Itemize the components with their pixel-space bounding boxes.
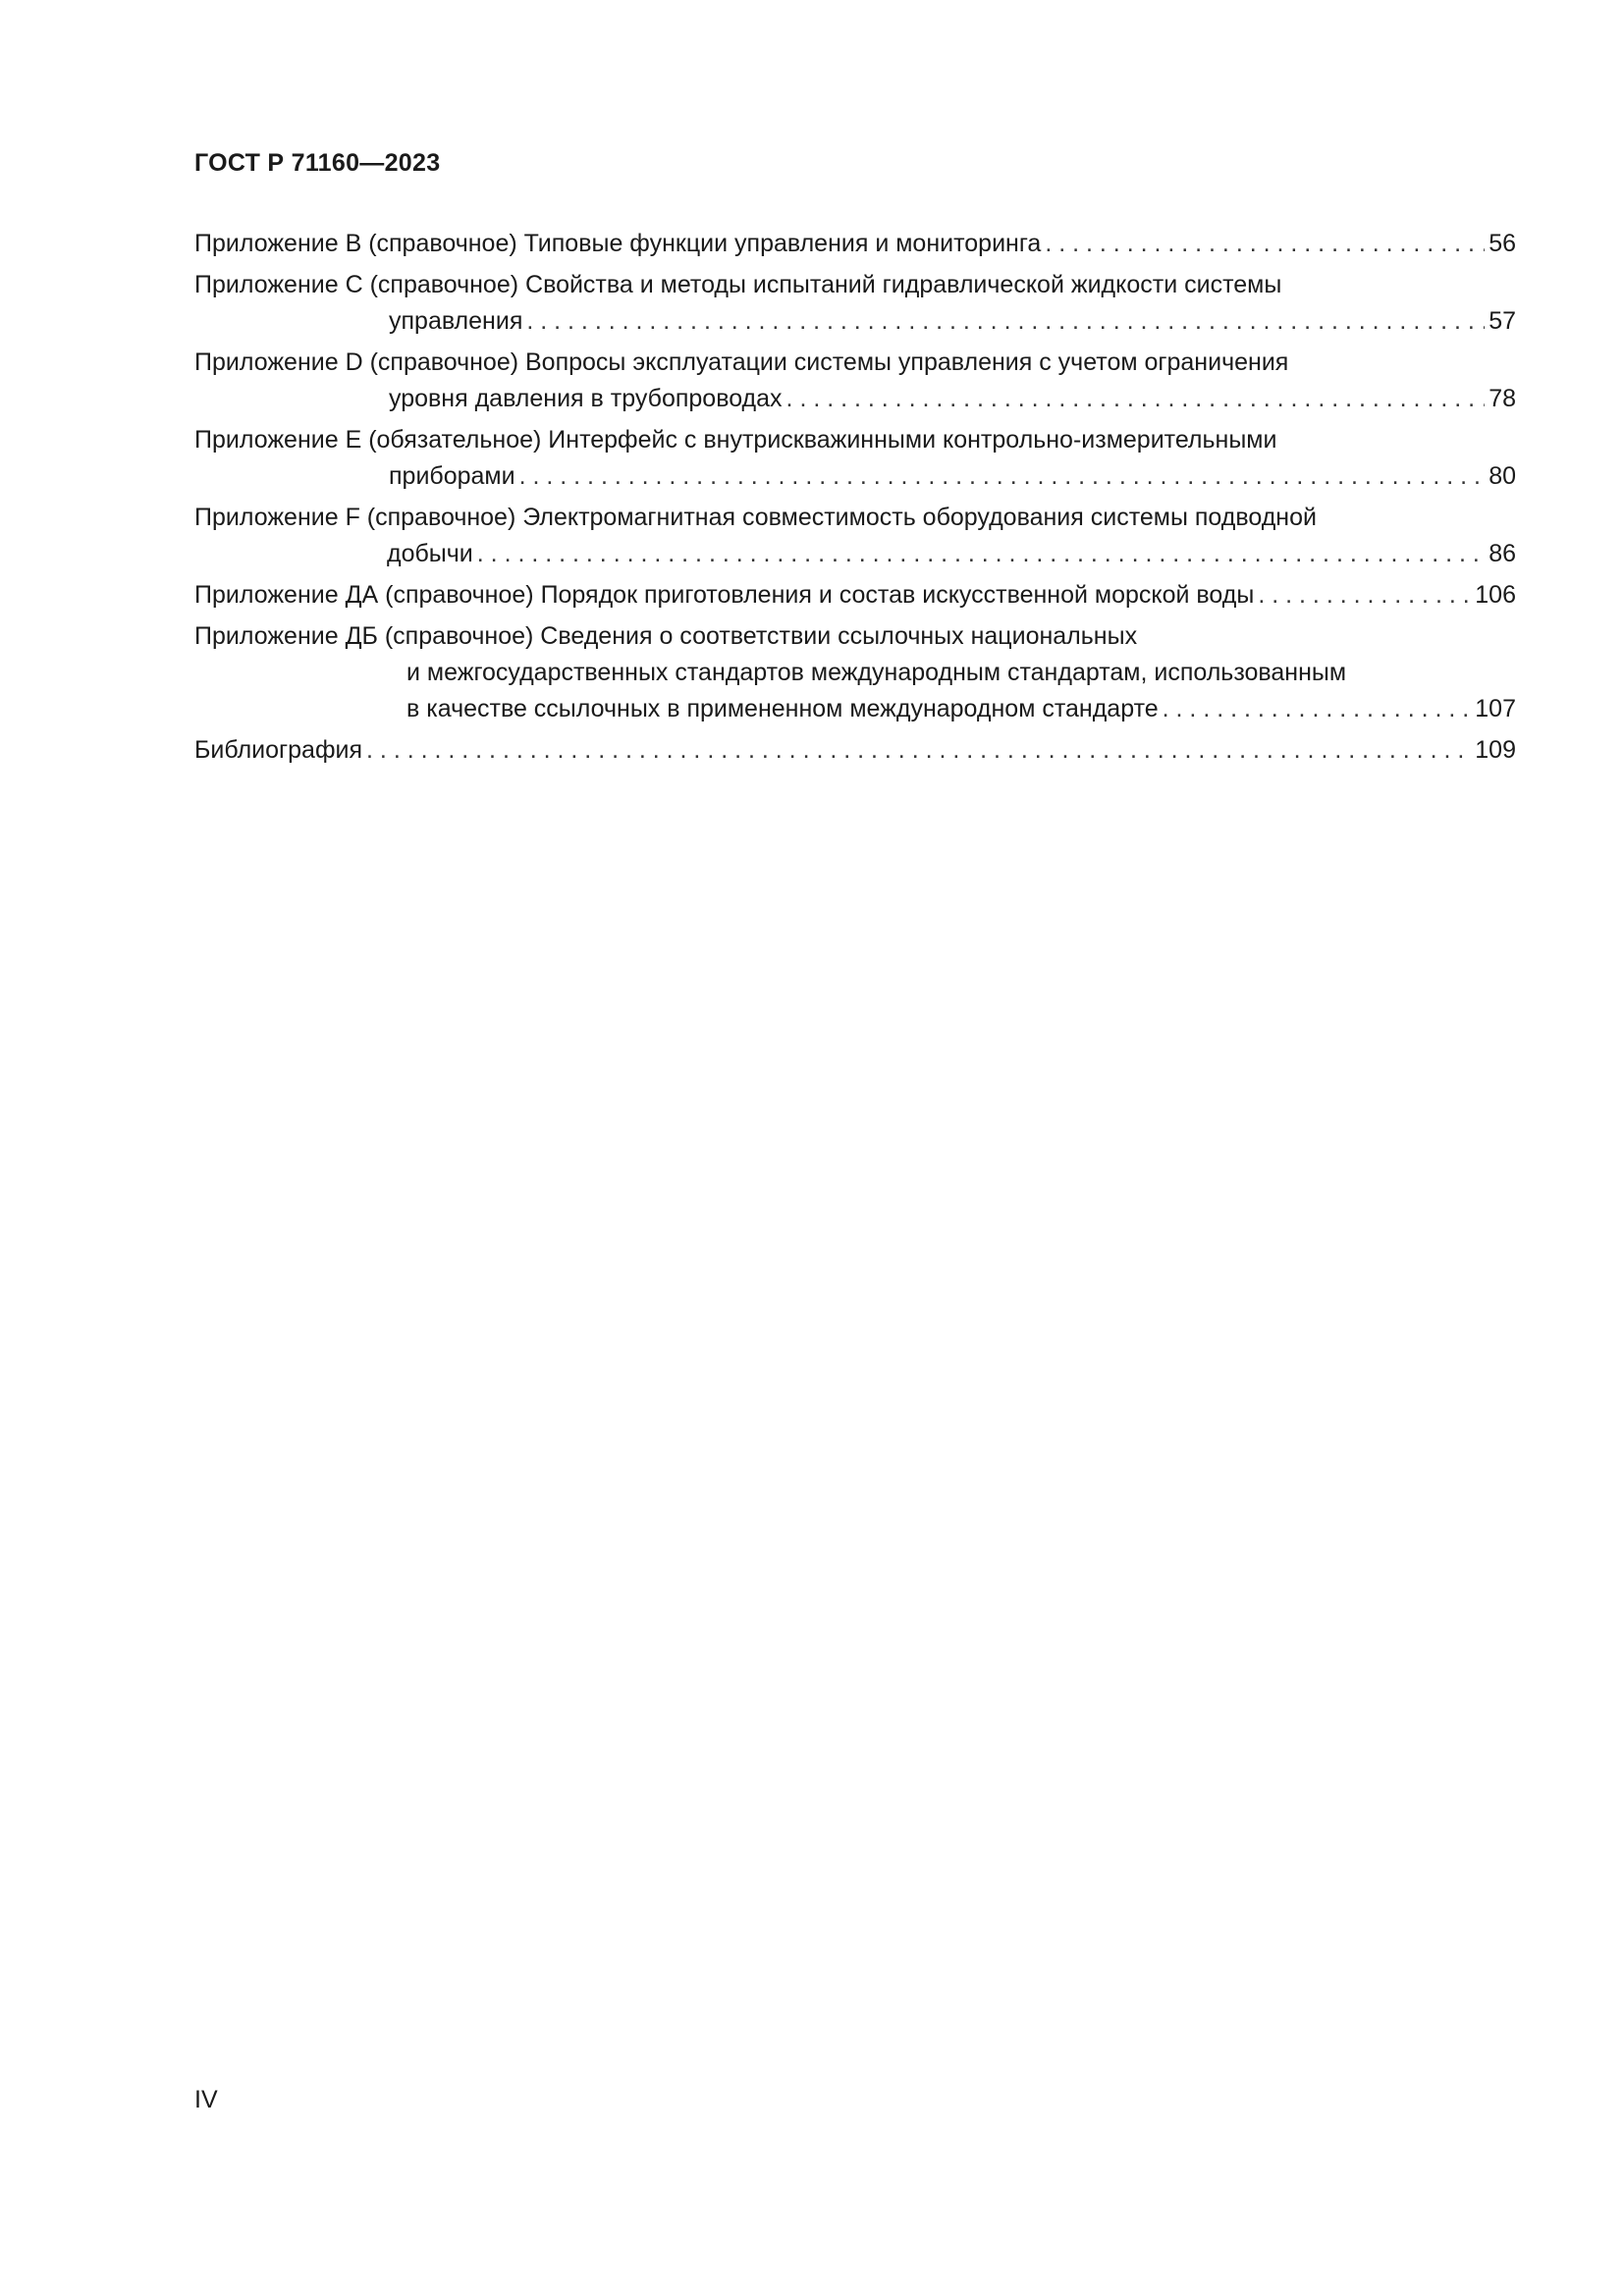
toc-line — [194, 345, 1516, 381]
dot-leader — [526, 303, 1485, 340]
footer-page-number: IV — [194, 2086, 218, 2113]
toc-entry-appendix-da[interactable] — [194, 577, 1516, 614]
toc-page-number: 86 — [1489, 540, 1516, 567]
dot-leader — [519, 458, 1486, 495]
toc-entry-text: Приложение ДБ (справочное) Сведения о соответствии ссылочных национальных — [194, 622, 1138, 650]
toc-line — [194, 267, 1516, 303]
dot-leader — [366, 732, 1471, 769]
toc-line-continuation — [194, 303, 1516, 340]
toc-entry-text: Приложение Е (обязательное) Интерфейс с внутрискважинными контрольно-измерительными — [194, 426, 1277, 454]
toc-line-continuation — [194, 691, 1516, 727]
toc-entry-text: и межгосударственных стандартов международным стандартам, использованным — [406, 659, 1347, 686]
toc-line — [194, 226, 1516, 262]
dot-leader — [1045, 226, 1485, 262]
toc-page-number: 78 — [1489, 385, 1516, 412]
dot-leader — [786, 381, 1486, 417]
toc-page-number: 56 — [1489, 230, 1516, 257]
toc-entry-appendix-c[interactable] — [194, 267, 1516, 340]
toc-page-number: 106 — [1475, 581, 1516, 609]
toc-line — [194, 422, 1516, 458]
toc-line-continuation — [194, 381, 1516, 417]
table-of-contents — [194, 226, 1516, 774]
toc-entry-text: приборами — [389, 462, 515, 490]
toc-entry-appendix-b[interactable] — [194, 226, 1516, 262]
dot-leader — [477, 536, 1485, 572]
toc-entry-text: Приложение F (справочное) Электромагнитная совместимость оборудования системы подводной — [194, 504, 1317, 531]
dot-leader — [1258, 577, 1471, 614]
toc-entry-bibliography[interactable] — [194, 732, 1516, 769]
toc-entry-text: добычи — [387, 540, 473, 567]
toc-entry-text: Приложение С (справочное) Свойства и методы испытаний гидравлической жидкости системы — [194, 271, 1282, 298]
toc-entry-text: уровня давления в трубопроводах — [389, 385, 783, 412]
toc-line-continuation — [194, 458, 1516, 495]
document-header-title: ГОСТ Р 71160—2023 — [194, 149, 441, 177]
toc-entry-appendix-f[interactable] — [194, 500, 1516, 572]
toc-line-continuation — [194, 536, 1516, 572]
toc-entry-text: Приложение ДА (справочное) Порядок приготовления и состав искусственной морской воды — [194, 581, 1255, 609]
toc-entry-text: в качестве ссылочных в примененном международном стандарте — [406, 695, 1159, 722]
toc-entry-appendix-e[interactable] — [194, 422, 1516, 495]
toc-entry-appendix-d[interactable] — [194, 345, 1516, 417]
toc-entry-text: управления — [389, 307, 523, 335]
toc-entry-text: Приложение В (справочное) Типовые функции управления и мониторинга — [194, 230, 1042, 257]
toc-entry-text: Библиография — [194, 736, 363, 764]
dot-leader — [1163, 691, 1472, 727]
toc-line — [194, 577, 1516, 614]
toc-page-number: 80 — [1489, 462, 1516, 490]
toc-page-number: 107 — [1475, 695, 1516, 722]
toc-line — [194, 732, 1516, 769]
toc-page-number: 109 — [1475, 736, 1516, 764]
toc-line — [194, 618, 1516, 655]
toc-entry-appendix-db[interactable] — [194, 618, 1516, 727]
toc-page-number: 57 — [1489, 307, 1516, 335]
toc-entry-text: Приложение D (справочное) Вопросы эксплуатации системы управления с учетом ограничения — [194, 348, 1289, 376]
toc-line — [194, 500, 1516, 536]
toc-line-continuation — [194, 655, 1516, 691]
